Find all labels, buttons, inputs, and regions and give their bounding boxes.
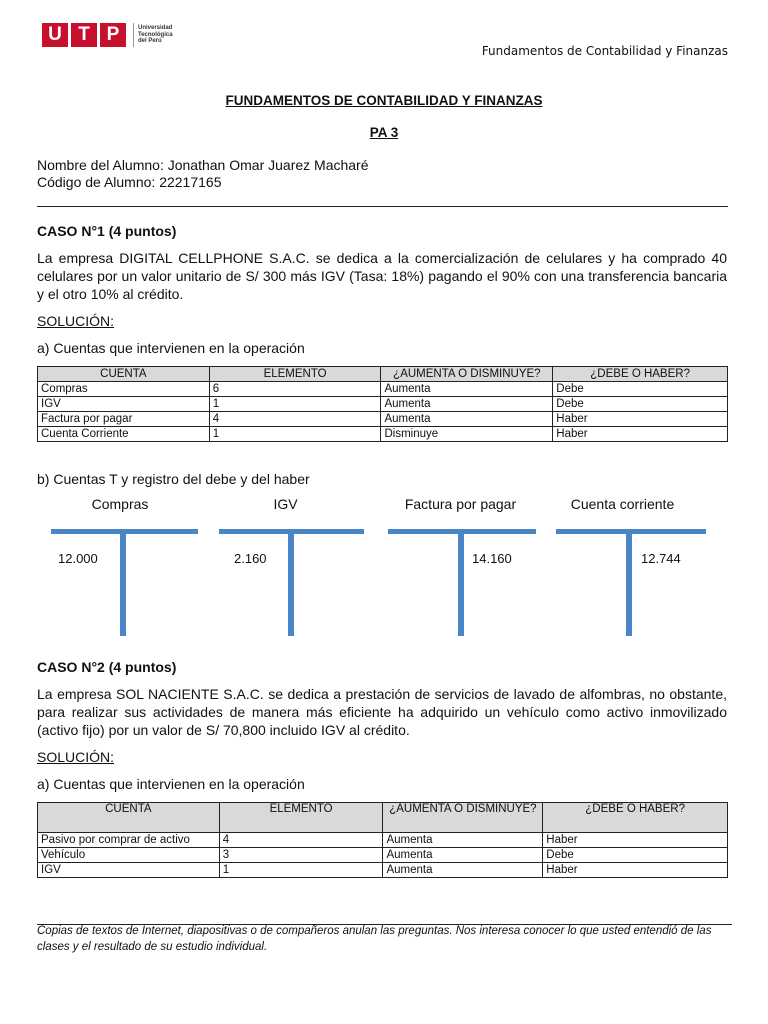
- table-cell: IGV: [38, 397, 210, 412]
- t-account-bar-stem: [458, 534, 464, 636]
- t-account-label-compras: Compras: [91, 496, 149, 512]
- table-cell: 1: [209, 397, 381, 412]
- column-header: ¿AUMENTA O DISMINUYE?: [381, 367, 553, 382]
- case1-solution-label: SOLUCIÓN:: [37, 313, 115, 329]
- table-row: [38, 427, 728, 442]
- case2-part-a: a) Cuentas que intervienen en la operación: [37, 776, 305, 792]
- table-cell: Disminuye: [381, 427, 553, 442]
- table-cell: Debe: [553, 397, 728, 412]
- t-account-label-igv: IGV: [273, 496, 298, 512]
- case1-part-a: a) Cuentas que intervienen en la operación: [37, 340, 305, 356]
- table-cell: Vehículo: [38, 848, 220, 863]
- table-cell: Aumenta: [381, 382, 553, 397]
- logo-text-line: del Perú: [138, 38, 162, 45]
- column-header: ¿DEBE O HABER?: [543, 803, 728, 833]
- table-row: [38, 863, 728, 878]
- case1-part-b: b) Cuentas T y registro del debe y del haber: [37, 471, 310, 487]
- t-account-label-cuenta-corriente: Cuenta corriente: [570, 496, 675, 512]
- table-row: [38, 848, 728, 863]
- table-cell: Debe: [553, 382, 728, 397]
- table-header-row: [38, 367, 728, 382]
- utp-logo: [42, 22, 173, 48]
- table-cell: Factura por pagar: [38, 412, 210, 427]
- table-cell: Aumenta: [383, 833, 543, 848]
- case2-heading: CASO N°2 (4 puntos): [37, 659, 177, 675]
- table-cell: Haber: [553, 427, 728, 442]
- logo-text: [138, 25, 173, 45]
- table-cell: Aumenta: [381, 412, 553, 427]
- footer-note: Copias de textos de Internet, diapositivas o de compañeros anulan las preguntas. Nos interesa conocer lo que usted entendió de las clases y el resultado de su estudio individual.: [37, 925, 712, 953]
- student-name: Nombre del Alumno: Jonathan Omar Juarez Macharé: [37, 157, 369, 173]
- case2-accounts-table: [37, 802, 728, 878]
- column-header: ELEMENTO: [209, 367, 381, 382]
- document-title: FUNDAMENTOS DE CONTABILIDAD Y FINANZAS: [225, 93, 543, 108]
- header-divider: [37, 206, 728, 207]
- table-cell: Debe: [543, 848, 728, 863]
- table-cell: Haber: [553, 412, 728, 427]
- table-cell: 4: [219, 833, 383, 848]
- table-row: [38, 412, 728, 427]
- table-cell: IGV: [38, 863, 220, 878]
- column-header: ¿DEBE O HABER?: [553, 367, 728, 382]
- t-account-value-igv: 2.160: [234, 551, 267, 566]
- header-course-name: Fundamentos de Contabilidad y Finanzas: [481, 44, 728, 58]
- logo-text-line: Tecnológica: [138, 31, 173, 38]
- column-header: CUENTA: [38, 803, 220, 833]
- table-cell: Aumenta: [383, 863, 543, 878]
- logo-text-line: Universidad: [138, 25, 173, 32]
- student-code: Código de Alumno: 22217165: [37, 174, 222, 190]
- table-cell: Compras: [38, 382, 210, 397]
- case1-statement: La empresa DIGITAL CELLPHONE S.A.C. se dedica a la comercialización de celulares y ha comprado 40 celulares por un valor unitario de S/ 300 más IGV (Tasa: 18%) pagando el 90% con una transferencia bancaria y el otro 10% al crédito.: [37, 250, 727, 302]
- table-cell: Aumenta: [383, 848, 543, 863]
- table-cell: Haber: [543, 833, 728, 848]
- logo-letter-t: T: [71, 23, 97, 47]
- table-cell: Haber: [543, 863, 728, 878]
- t-account-label-factura: Factura por pagar: [404, 496, 517, 512]
- table-cell: 4: [209, 412, 381, 427]
- column-header: CUENTA: [38, 367, 210, 382]
- column-header: ¿AUMENTA O DISMINUYE?: [383, 803, 543, 833]
- table-header-row: [38, 803, 728, 833]
- table-cell: Aumenta: [381, 397, 553, 412]
- table-cell: 1: [209, 427, 381, 442]
- table-row: [38, 397, 728, 412]
- t-account-bar-stem: [626, 534, 632, 636]
- table-row: [38, 833, 728, 848]
- table-cell: 6: [209, 382, 381, 397]
- case1-heading: CASO N°1 (4 puntos): [37, 223, 177, 239]
- column-header: ELEMENTO: [219, 803, 383, 833]
- t-account-bar-stem: [120, 534, 126, 636]
- logo-letter-u: U: [42, 23, 68, 47]
- table-cell: Cuenta Corriente: [38, 427, 210, 442]
- document-subtitle: PA 3: [369, 125, 399, 140]
- t-account-value-compras: 12.000: [58, 551, 98, 566]
- case2-statement: La empresa SOL NACIENTE S.A.C. se dedica a prestación de servicios de lavado de alfombras, no obstante, para realizar sus actividades de manera más eficiente ha adquirido un vehículo como activo inmovilizado (activo fijo) por un valor de S/ 70,800 incluido IGV al crédito.: [37, 686, 727, 738]
- t-account-value-cuenta-corriente: 12.744: [641, 551, 681, 566]
- logo-letter-p: P: [100, 23, 126, 47]
- case2-solution-label: SOLUCIÓN:: [37, 749, 115, 765]
- t-account-value-factura: 14.160: [472, 551, 512, 566]
- t-account-bar-stem: [288, 534, 294, 636]
- table-cell: 3: [219, 848, 383, 863]
- table-cell: 1: [219, 863, 383, 878]
- logo-divider: [133, 23, 134, 47]
- table-cell: Pasivo por comprar de activo: [38, 833, 220, 848]
- table-row: [38, 382, 728, 397]
- case1-accounts-table: [37, 366, 728, 442]
